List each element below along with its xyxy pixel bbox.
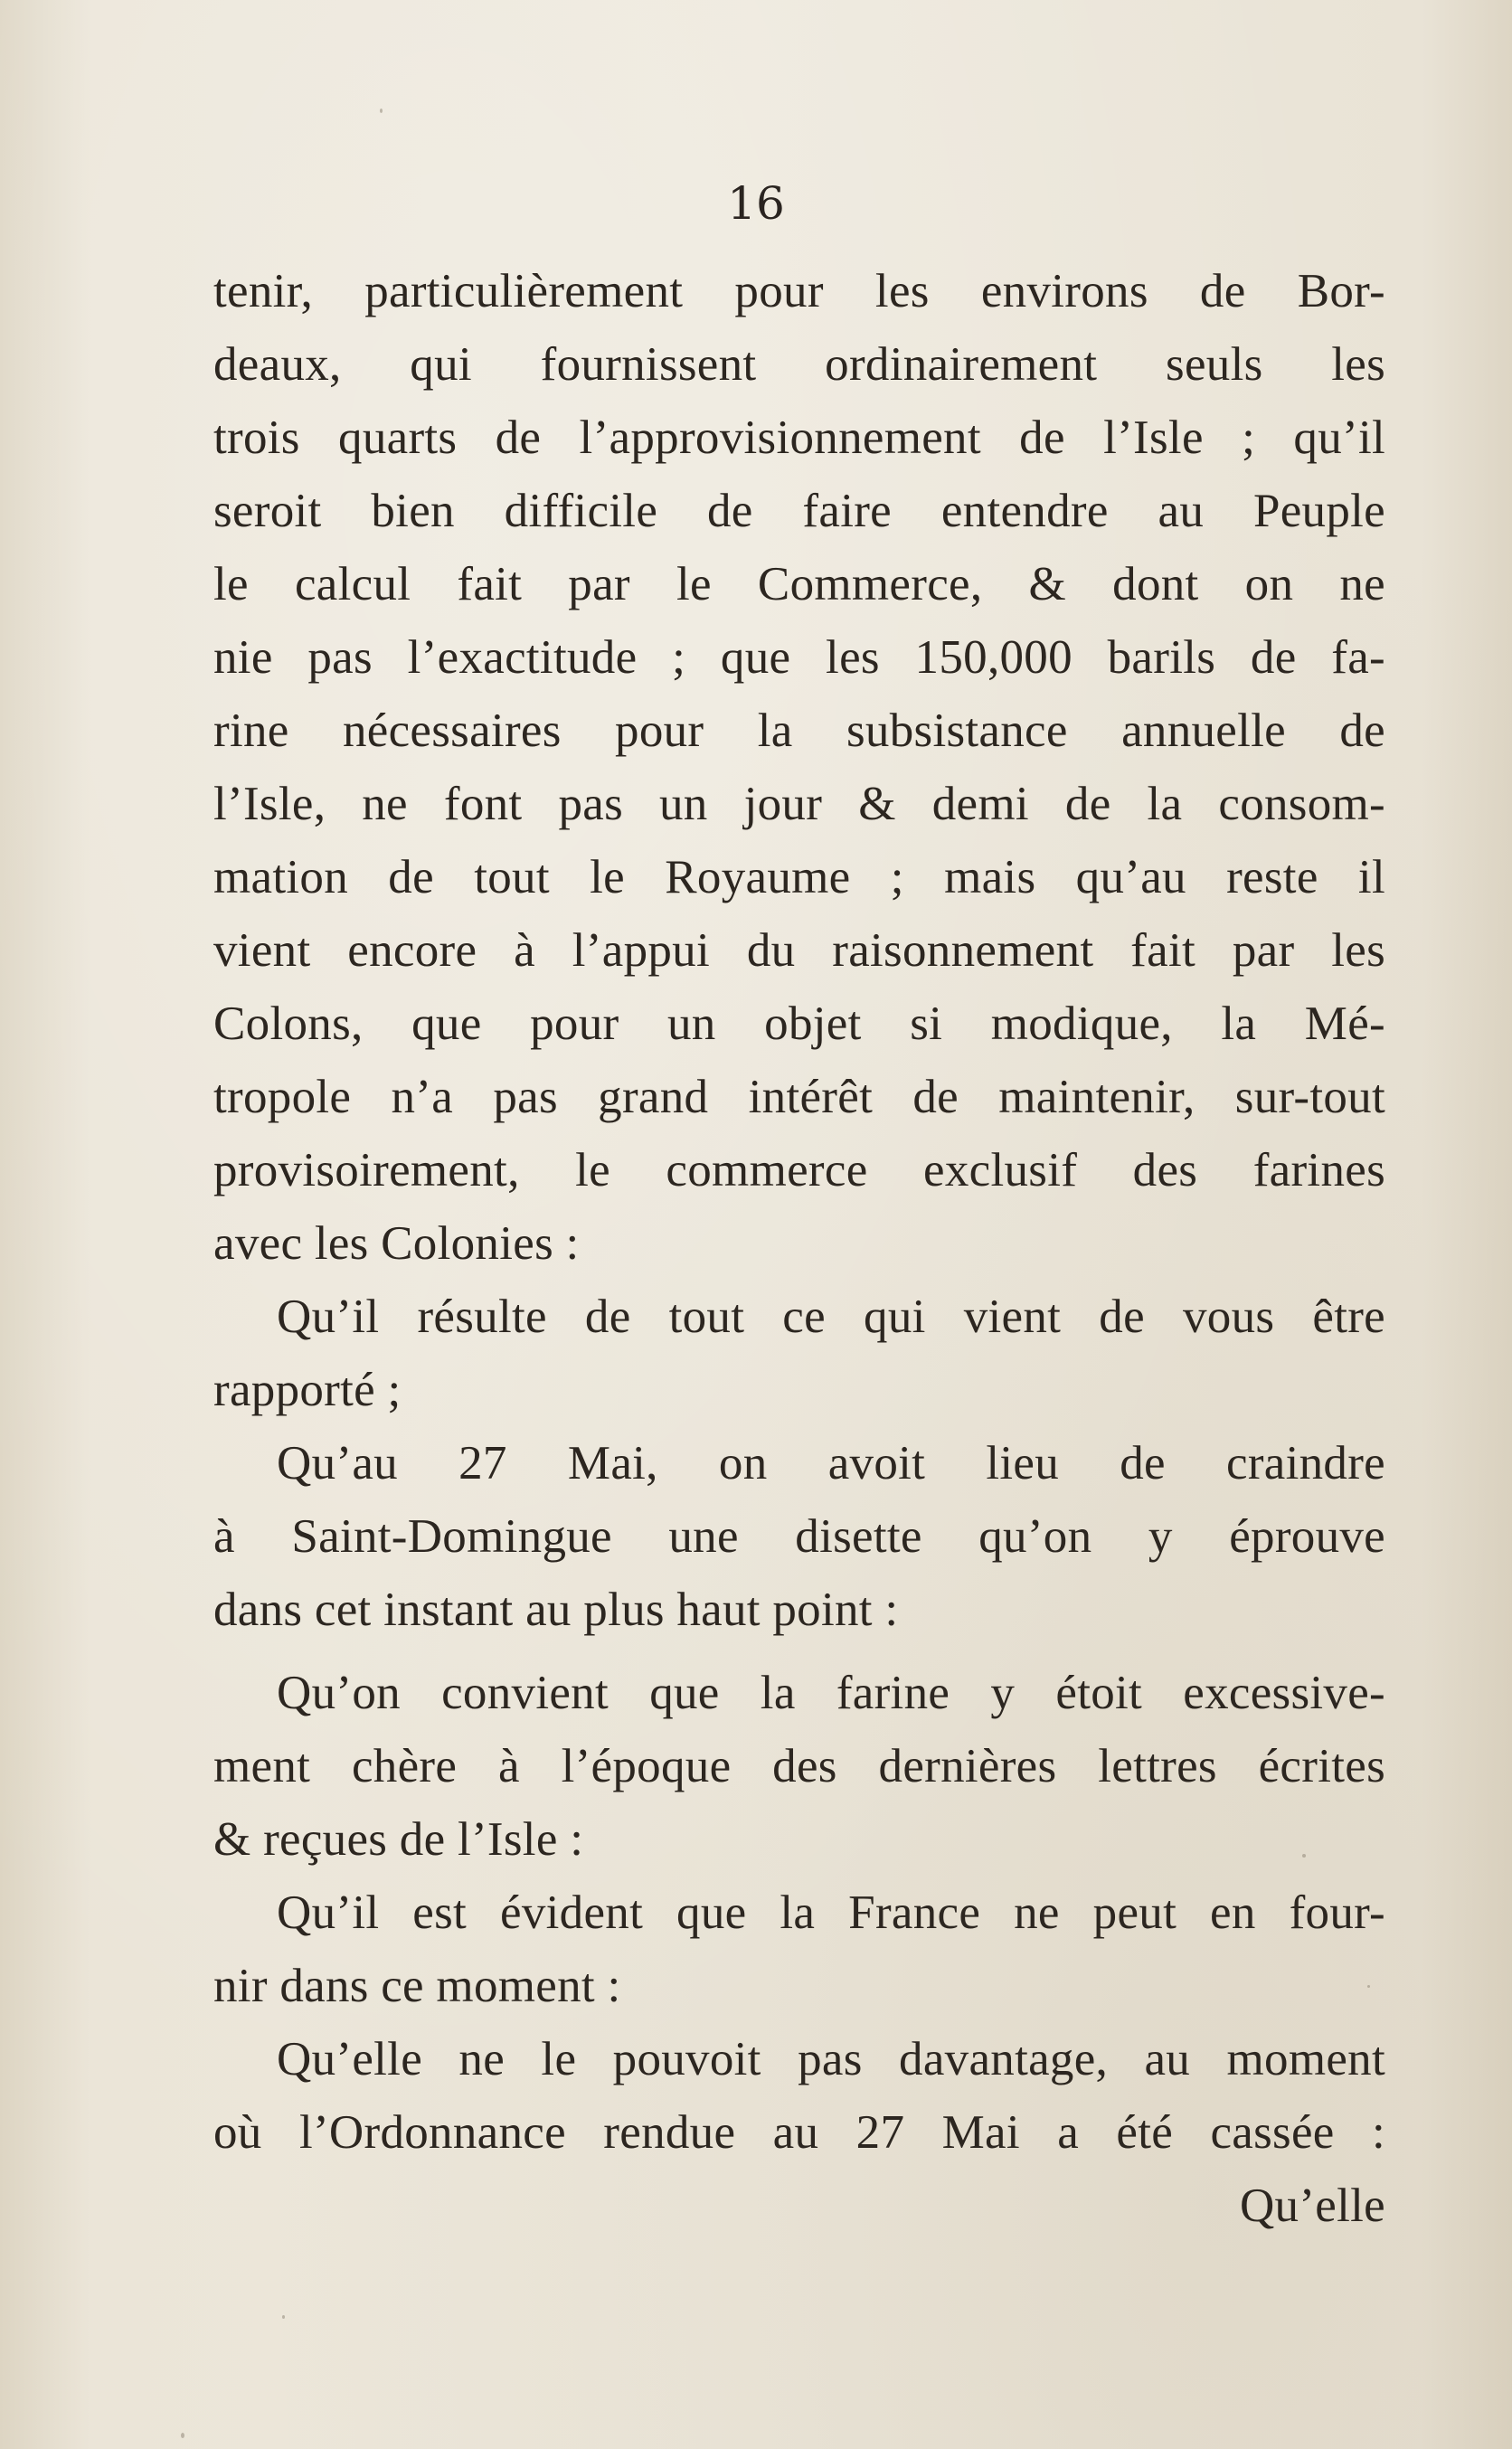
paper-speck (181, 2433, 184, 2438)
text-line: le calcul fait par le Commerce, & dont on ne (213, 558, 1385, 610)
text-line: tenir, particulièrement pour les environs de Bor- (213, 265, 1385, 317)
text-line: nie pas l’exactitude ; que les 150,000 barils de fa- (213, 631, 1385, 684)
paragraph-line: Qu’au 27 Mai, on avoit lieu de craindre (277, 1437, 1385, 1489)
text-line: nir dans ce moment : (213, 1960, 621, 2012)
paragraph-line: Qu’on convient que la farine y étoit excessive- (277, 1667, 1385, 1719)
paper-speck (282, 2315, 285, 2319)
text-line: provisoirement, le commerce exclusif des farines (213, 1144, 1385, 1196)
text-line: à Saint-Domingue une disette qu’on y éprouve (213, 1510, 1385, 1563)
paragraph-line: Qu’il est évident que la France ne peut en four- (277, 1886, 1385, 1939)
text-line: tropole n’a pas grand intérêt de maintenir, sur-tout (213, 1071, 1385, 1123)
text-line: rapporté ; (213, 1364, 402, 1416)
paragraph-line: Qu’elle ne le pouvoit pas davantage, au moment (277, 2033, 1385, 2085)
text-line: avec les Colonies : (213, 1217, 580, 1270)
paper-speck (1302, 1854, 1306, 1858)
text-line: mation de tout le Royaume ; mais qu’au reste il (213, 851, 1385, 903)
text-line: rine nécessaires pour la subsistance annuelle de (213, 704, 1385, 757)
page-number: 16 (727, 177, 785, 230)
paper-speck (1367, 1985, 1370, 1988)
text-line: vient encore à l’appui du raisonnement fait par les (213, 924, 1385, 977)
body-text (213, 255, 1385, 2243)
text-line: dans cet instant au plus haut point : (213, 1584, 899, 1636)
text-line: ment chère à l’époque des dernières lettres écrites (213, 1740, 1385, 1792)
text-line: seroit bien difficile de faire entendre au Peuple (213, 485, 1385, 537)
paper-speck (380, 109, 383, 113)
text-line: deaux, qui fournissent ordinairement seuls les (213, 338, 1385, 391)
text-line: l’Isle, ne font pas un jour & demi de la consom- (213, 778, 1385, 830)
catchword: Qu’elle (1239, 2180, 1385, 2232)
paragraph-line: Qu’il résulte de tout ce qui vient de vous être (277, 1291, 1385, 1343)
text-line: trois quarts de l’approvisionnement de l’Isle ; qu’il (213, 411, 1385, 464)
text-line: où l’Ordonnance rendue au 27 Mai a été cassée : (213, 2106, 1385, 2159)
text-line: Colons, que pour un objet si modique, la Mé- (213, 998, 1385, 1050)
text-line: & reçues de l’Isle : (213, 1813, 584, 1866)
paragraph-gap (213, 1647, 1385, 1657)
